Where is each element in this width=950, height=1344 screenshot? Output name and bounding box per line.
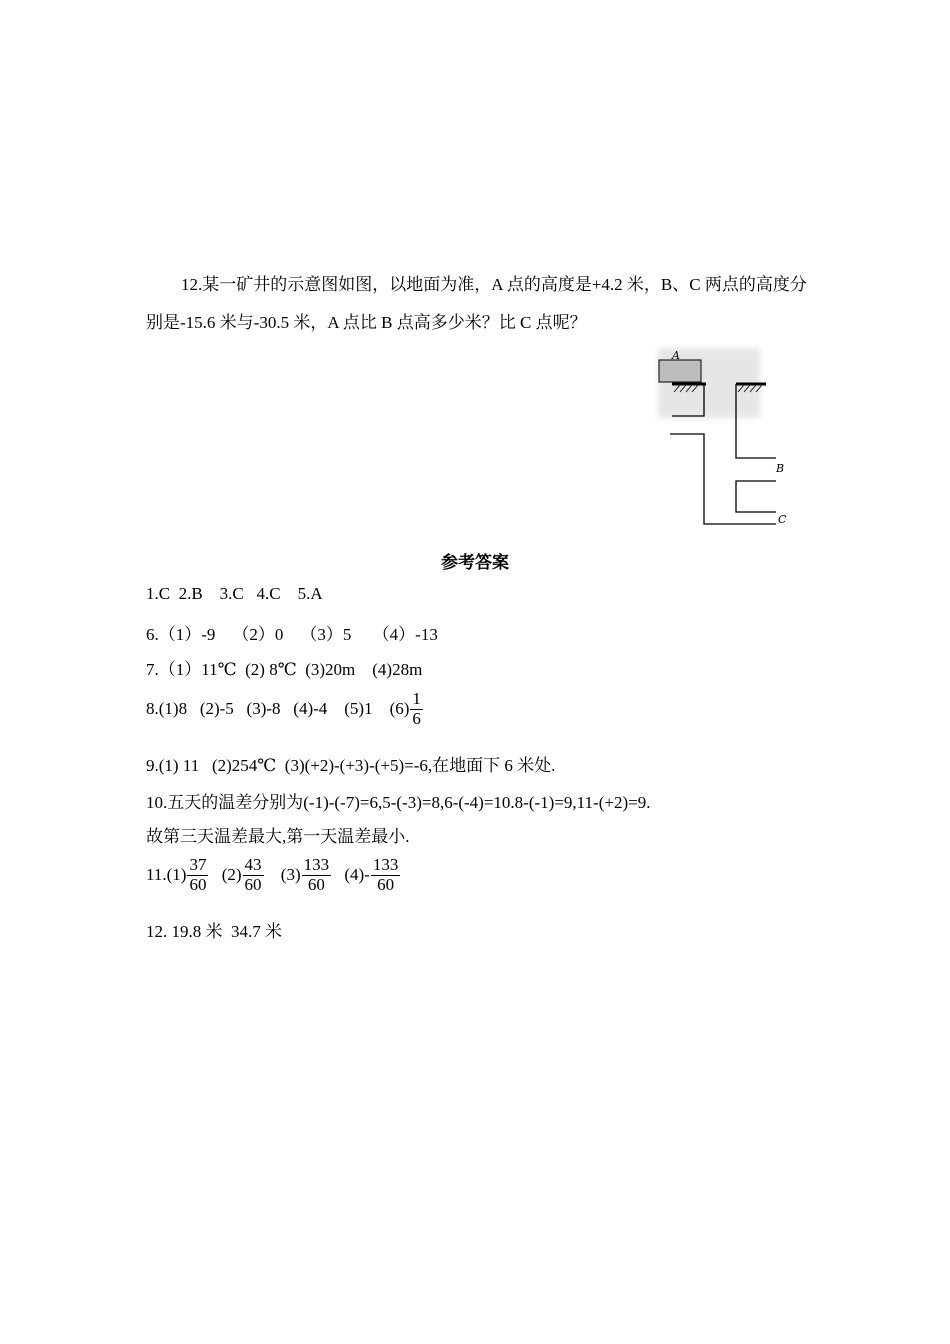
answer-11-part4-label: (4)- — [344, 865, 370, 885]
answer-line-5: 9.(1) 11 (2)254℃ (3)(+2)-(+3)-(+5)=-6,在地面下 6 米处. — [146, 756, 556, 775]
answer-line-6: 10.五天的温差分别为(-1)-(-7)=6,5-(-3)=8,6-(-4)=10.8-(-1)=9,11-(+2)=9. — [146, 793, 651, 812]
answer-line-1: 1.C 2.B 3.C 4.C 5.A — [146, 584, 323, 603]
answer-11-part2-label: (2) — [221, 865, 242, 885]
answer-line-9: 12. 19.8 米 34.7 米 — [146, 922, 282, 941]
answer-line-8 — [146, 856, 401, 894]
answer-11-part1-label: 11.(1) — [146, 865, 187, 885]
label-a: A — [672, 349, 680, 362]
fraction-133-60: $\frac{133}{60}$ — [303, 855, 330, 894]
answer-line-3: 7.（1）11℃ (2) 8℃ (3)20m (4)28m — [146, 660, 423, 679]
answer-line-4 — [146, 690, 424, 728]
fraction-one-sixth: $\frac{1}{6}$ — [412, 689, 421, 728]
mine-shaft-diagram — [654, 344, 794, 530]
question-12-text: 12.某一矿井的示意图如图，以地面为准，A 点的高度是+4.2 米，B、C 两点的高度分别是-15.6 米与-30.5 米，A 点比 B 点高多少米？比 C 点呢？ — [146, 275, 807, 332]
answers-title: 参考答案 — [441, 553, 509, 572]
answer-11-part3-label: (3) — [280, 865, 301, 885]
box-a — [659, 360, 701, 382]
fraction-43-60: $\frac{43}{60}$ — [244, 855, 262, 894]
fraction-neg-133-60: $\frac{133}{60}$ — [372, 855, 399, 894]
label-b: B — [776, 462, 785, 475]
answer-8-text: 8.(1)8 (2)-5 (3)-8 (4)-4 (5)1 (6) — [146, 699, 410, 719]
label-c: C — [778, 513, 787, 526]
fraction-37-60: $\frac{37}{60}$ — [189, 855, 207, 894]
answer-line-2: 6.（1）-9 （2）0 （3）5 （4）-13 — [146, 625, 438, 644]
answer-line-7: 故第三天温差最大,第一天温差最小. — [146, 827, 410, 846]
